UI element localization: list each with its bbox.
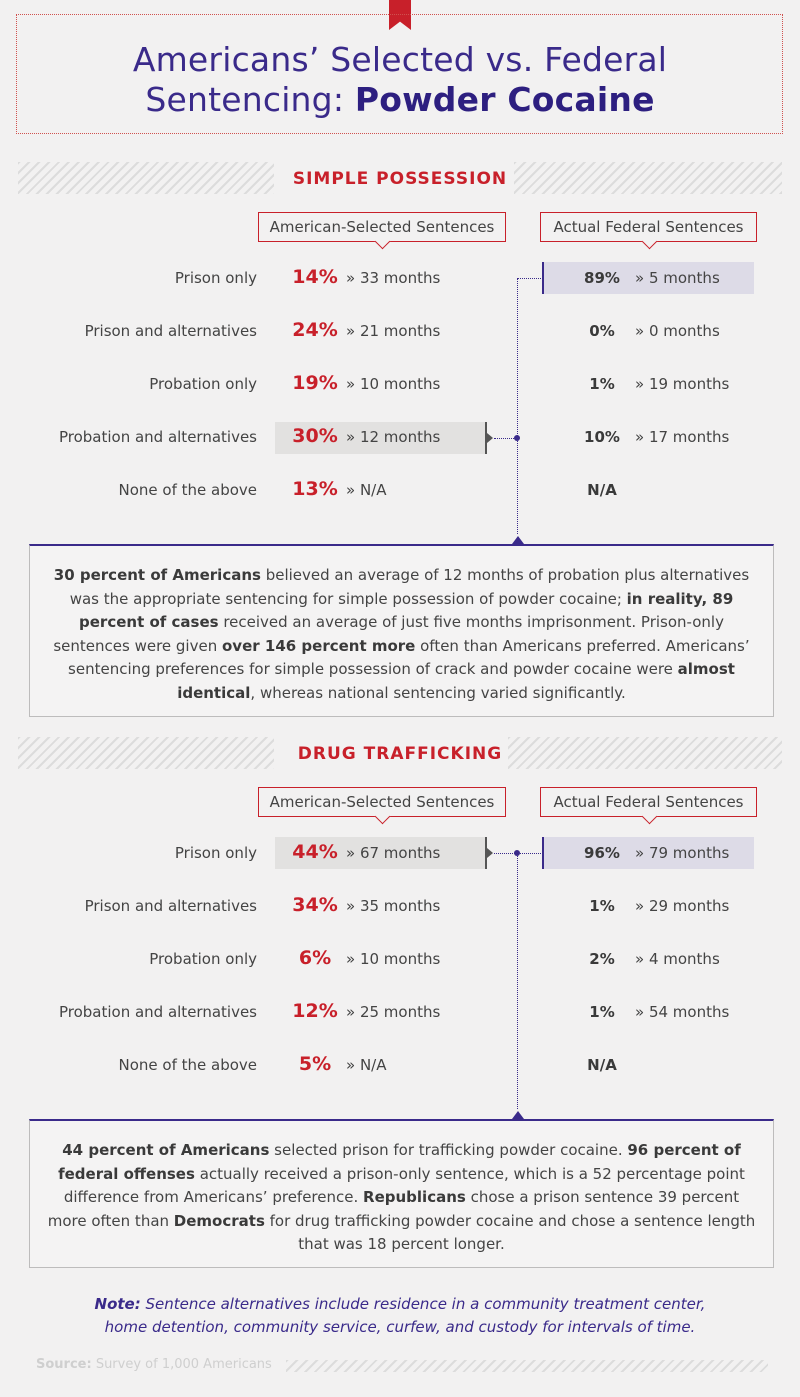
section-title: SIMPLE POSSESSION	[292, 169, 508, 189]
row-label: Probation and alternatives	[58, 1003, 257, 1021]
federal-months: » 4 months	[635, 950, 720, 968]
federal-column-header: Actual Federal Sentences	[540, 787, 757, 817]
american-months: » 10 months	[346, 950, 441, 968]
callout-bold: 44 percent of Americans	[62, 1141, 270, 1159]
footnote-line2: home detention, community service, curfew, and custody for intervals of time.	[104, 1318, 696, 1336]
american-column-header: American-Selected Sentences	[258, 212, 506, 242]
footnote-label: Note:	[94, 1295, 141, 1313]
callout-bold: over 146 percent more	[222, 636, 416, 655]
federal-months: » 19 months	[635, 375, 730, 393]
american-percent: 14%	[292, 266, 338, 288]
row-label: None of the above	[118, 481, 257, 499]
footnote-text: Sentence alternatives include residence in a community treatment center,	[140, 1295, 706, 1313]
federal-percent: 1%	[589, 1003, 615, 1021]
connector-line	[517, 278, 541, 279]
row-label: Prison only	[174, 844, 257, 862]
federal-percent: 1%	[589, 897, 615, 915]
connector-line	[517, 853, 518, 1109]
row-label: Probation and alternatives	[58, 428, 257, 446]
american-percent: 5%	[298, 1053, 332, 1075]
page-title-line1: Americans’ Selected vs. Federal	[132, 40, 668, 79]
pointer-arrow-icon	[487, 433, 493, 443]
federal-months: » 29 months	[635, 897, 730, 915]
american-percent: 34%	[292, 894, 338, 916]
american-months: » N/A	[346, 1056, 387, 1074]
american-percent: 12%	[292, 1000, 338, 1022]
american-months: » 67 months	[346, 844, 441, 862]
american-months: » 25 months	[346, 1003, 441, 1021]
american-percent: 44%	[292, 841, 338, 863]
connector-line	[517, 278, 518, 534]
callout-text: selected prison for trafficking powder cocaine.	[269, 1141, 628, 1159]
row-label: None of the above	[118, 1056, 257, 1074]
callout-bold: Republicans	[363, 1188, 466, 1206]
footnote-line1	[0, 1293, 800, 1316]
federal-percent: 2%	[589, 950, 615, 968]
highlight-bar	[542, 837, 544, 869]
callout-text: believed an average of 12 months of probation plus alternatives was the appropriate sentencing for simple possession of powder cocaine;	[69, 566, 750, 608]
pointer-up-icon	[512, 1111, 524, 1119]
section-title: DRUG TRAFFICKING	[297, 744, 503, 764]
american-percent: 13%	[292, 478, 338, 500]
federal-percent: N/A	[587, 1056, 617, 1074]
callout-text: actually received a prison-only sentence, which is a 52 percentage point difference from Americans’ preference.	[63, 1164, 745, 1206]
federal-months: » 54 months	[635, 1003, 730, 1021]
row-label: Probation only	[149, 375, 257, 393]
callout-box	[29, 1119, 774, 1268]
federal-percent: N/A	[587, 481, 617, 499]
american-months: » N/A	[346, 481, 387, 499]
federal-percent: 0%	[589, 322, 615, 340]
federal-percent: 1%	[589, 375, 615, 393]
row-label: Prison only	[174, 269, 257, 287]
callout-bold: 96 percent of federal offenses	[58, 1141, 741, 1183]
federal-percent: 10%	[584, 428, 620, 446]
federal-percent: 96%	[584, 844, 620, 862]
american-months: » 35 months	[346, 897, 441, 915]
pointer-arrow-icon	[487, 848, 493, 858]
pointer-up-icon	[512, 536, 524, 544]
american-percent: 6%	[298, 947, 332, 969]
source-line	[36, 1357, 272, 1372]
row-label: Probation only	[149, 950, 257, 968]
federal-months: » 17 months	[635, 428, 730, 446]
callout-bold: in reality, 89 percent of cases	[79, 589, 734, 631]
federal-months: » 0 months	[635, 322, 720, 340]
source-text: Survey of 1,000 Americans	[91, 1357, 272, 1372]
callout-bold: almost identical	[177, 660, 735, 702]
callout-text: often than Americans preferred. Americans’ sentencing preferences for simple possession of crack and powder cocaine were	[68, 636, 750, 678]
federal-column-header: Actual Federal Sentences	[540, 212, 757, 242]
callout-text: , whereas national sentencing varied significantly.	[250, 683, 626, 702]
american-percent: 24%	[292, 319, 338, 341]
callout-text: chose a prison sentence 39 percent more often than	[47, 1188, 740, 1230]
american-percent: 30%	[292, 425, 338, 447]
source-hatch	[286, 1360, 768, 1372]
american-months: » 33 months	[346, 269, 441, 287]
american-percent: 19%	[292, 372, 338, 394]
american-months: » 12 months	[346, 428, 441, 446]
federal-months: » 5 months	[635, 269, 720, 287]
callout-bold: Democrats	[173, 1211, 265, 1230]
callout-bold: 30 percent of Americans	[53, 566, 261, 584]
row-label: Prison and alternatives	[84, 322, 257, 340]
callout-text: received an average of just five months imprisonment. Prison-only sentences were given	[53, 613, 724, 655]
source-label: Source:	[36, 1357, 92, 1372]
page-title-line2	[0, 80, 800, 119]
american-months: » 10 months	[346, 375, 441, 393]
callout-text: for drug trafficking powder cocaine and chose a sentence length that was 18 percent longer.	[264, 1211, 756, 1253]
footnote	[0, 1293, 800, 1339]
federal-months: » 79 months	[635, 844, 730, 862]
callout-box	[29, 544, 774, 717]
american-column-header: American-Selected Sentences	[258, 787, 506, 817]
highlight-bar	[542, 262, 544, 294]
title-bold: Powder Cocaine	[354, 80, 655, 119]
american-months: » 21 months	[346, 322, 441, 340]
title-normal: Sentencing:	[145, 80, 355, 119]
federal-percent: 89%	[584, 269, 620, 287]
row-label: Prison and alternatives	[84, 897, 257, 915]
